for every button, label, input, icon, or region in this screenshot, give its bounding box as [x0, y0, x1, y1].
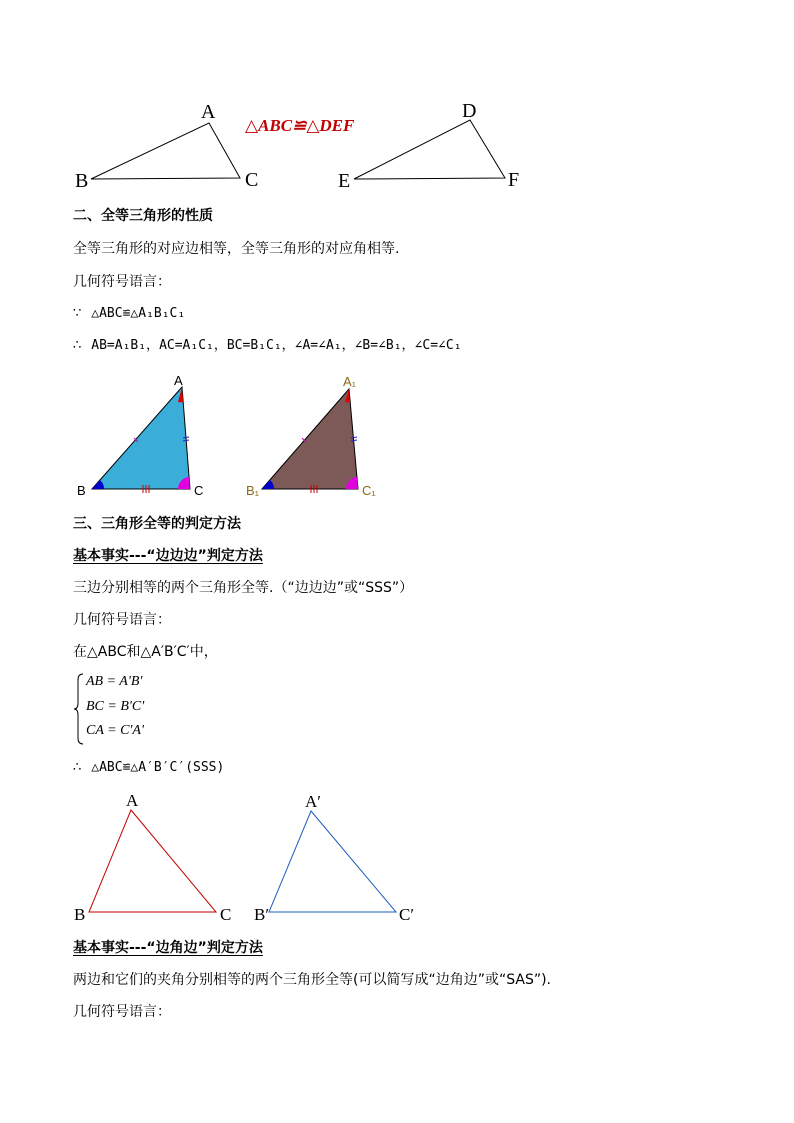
- label-b1-filled: B₁: [246, 483, 260, 498]
- equation-system: [73, 672, 193, 746]
- therefore-symbol: ∴: [73, 338, 82, 353]
- equation-ca: CA = C'A': [86, 723, 144, 738]
- figure-sss-triangles: [0, 785, 794, 925]
- congruence-title: △ABC≌△DEF: [245, 116, 355, 135]
- sss-intro: 在△ABC和△A′B′C′中，: [73, 644, 218, 660]
- label-c: C: [245, 169, 259, 191]
- therefore-symbol-2: ∴: [73, 760, 82, 775]
- sss-conclusion: △ABC≌△A′B′C′(SSS): [91, 760, 225, 775]
- section-2-text: 全等三角形的对应边相等，全等三角形的对应角相等.: [73, 241, 400, 257]
- label-b-filled: B: [77, 483, 86, 498]
- label-a-filled: A: [174, 373, 183, 388]
- label-b: B: [75, 170, 89, 192]
- label-a-prime: A′: [305, 792, 321, 811]
- left-brace: [73, 672, 87, 746]
- sss-heading: 基本事实---“边边边”判定方法: [73, 548, 263, 564]
- label-a1-filled: A₁: [343, 374, 357, 389]
- triangle-abc: [91, 123, 240, 179]
- label-b-red: B: [74, 905, 86, 924]
- therefore-line: [73, 336, 462, 356]
- triangle-def: [354, 120, 505, 179]
- sas-heading: 基本事实---“边角边”判定方法: [73, 940, 263, 956]
- section-2-lang-label: 几何符号语言：: [73, 274, 171, 290]
- equation-ab: AB = A'B': [86, 674, 143, 689]
- figure-congruent-triangles-2: [0, 360, 794, 510]
- figure-congruent-triangles-1: [0, 0, 794, 200]
- label-d: D: [462, 100, 477, 122]
- sas-lang-label: 几何符号语言：: [73, 1004, 171, 1020]
- sss-conclusion-line: [73, 758, 224, 778]
- section-2-heading: 二、全等三角形的性质: [73, 208, 213, 224]
- sss-lang-label: 几何符号语言：: [73, 612, 171, 628]
- because-text: △ABC≌△A₁B₁C₁: [91, 306, 186, 321]
- label-b-prime: B′: [254, 905, 270, 924]
- label-c-red: C: [220, 905, 232, 924]
- sas-text: 两边和它们的夹角分别相等的两个三角形全等(可以简写成“边角边”或“SAS”).: [73, 972, 551, 988]
- because-symbol: ∵: [73, 306, 82, 321]
- label-e: E: [338, 170, 351, 192]
- label-a: A: [201, 101, 216, 123]
- triangle-abc-filled: [92, 387, 190, 489]
- therefore-text: AB=A₁B₁，AC=A₁C₁，BC=B₁C₁，∠A=∠A₁，∠B=∠B₁，∠C=∠C₁: [91, 338, 462, 353]
- label-c1-filled: C₁: [362, 483, 376, 498]
- label-c-prime: C′: [399, 905, 415, 924]
- triangle-a1b1c1-filled: [262, 389, 358, 489]
- equation-bc: BC = B'C': [86, 699, 145, 714]
- triangle-abc-red: [89, 810, 216, 912]
- sss-text: 三边分别相等的两个三角形全等.（“边边边”或“SSS”）: [73, 580, 414, 596]
- label-c-filled: C: [194, 483, 204, 498]
- triangle-abc-prime-blue: [269, 811, 396, 912]
- label-a-red: A: [126, 791, 139, 810]
- label-f: F: [508, 169, 520, 191]
- because-line: [73, 304, 185, 324]
- section-3-heading: 三、三角形全等的判定方法: [73, 516, 241, 532]
